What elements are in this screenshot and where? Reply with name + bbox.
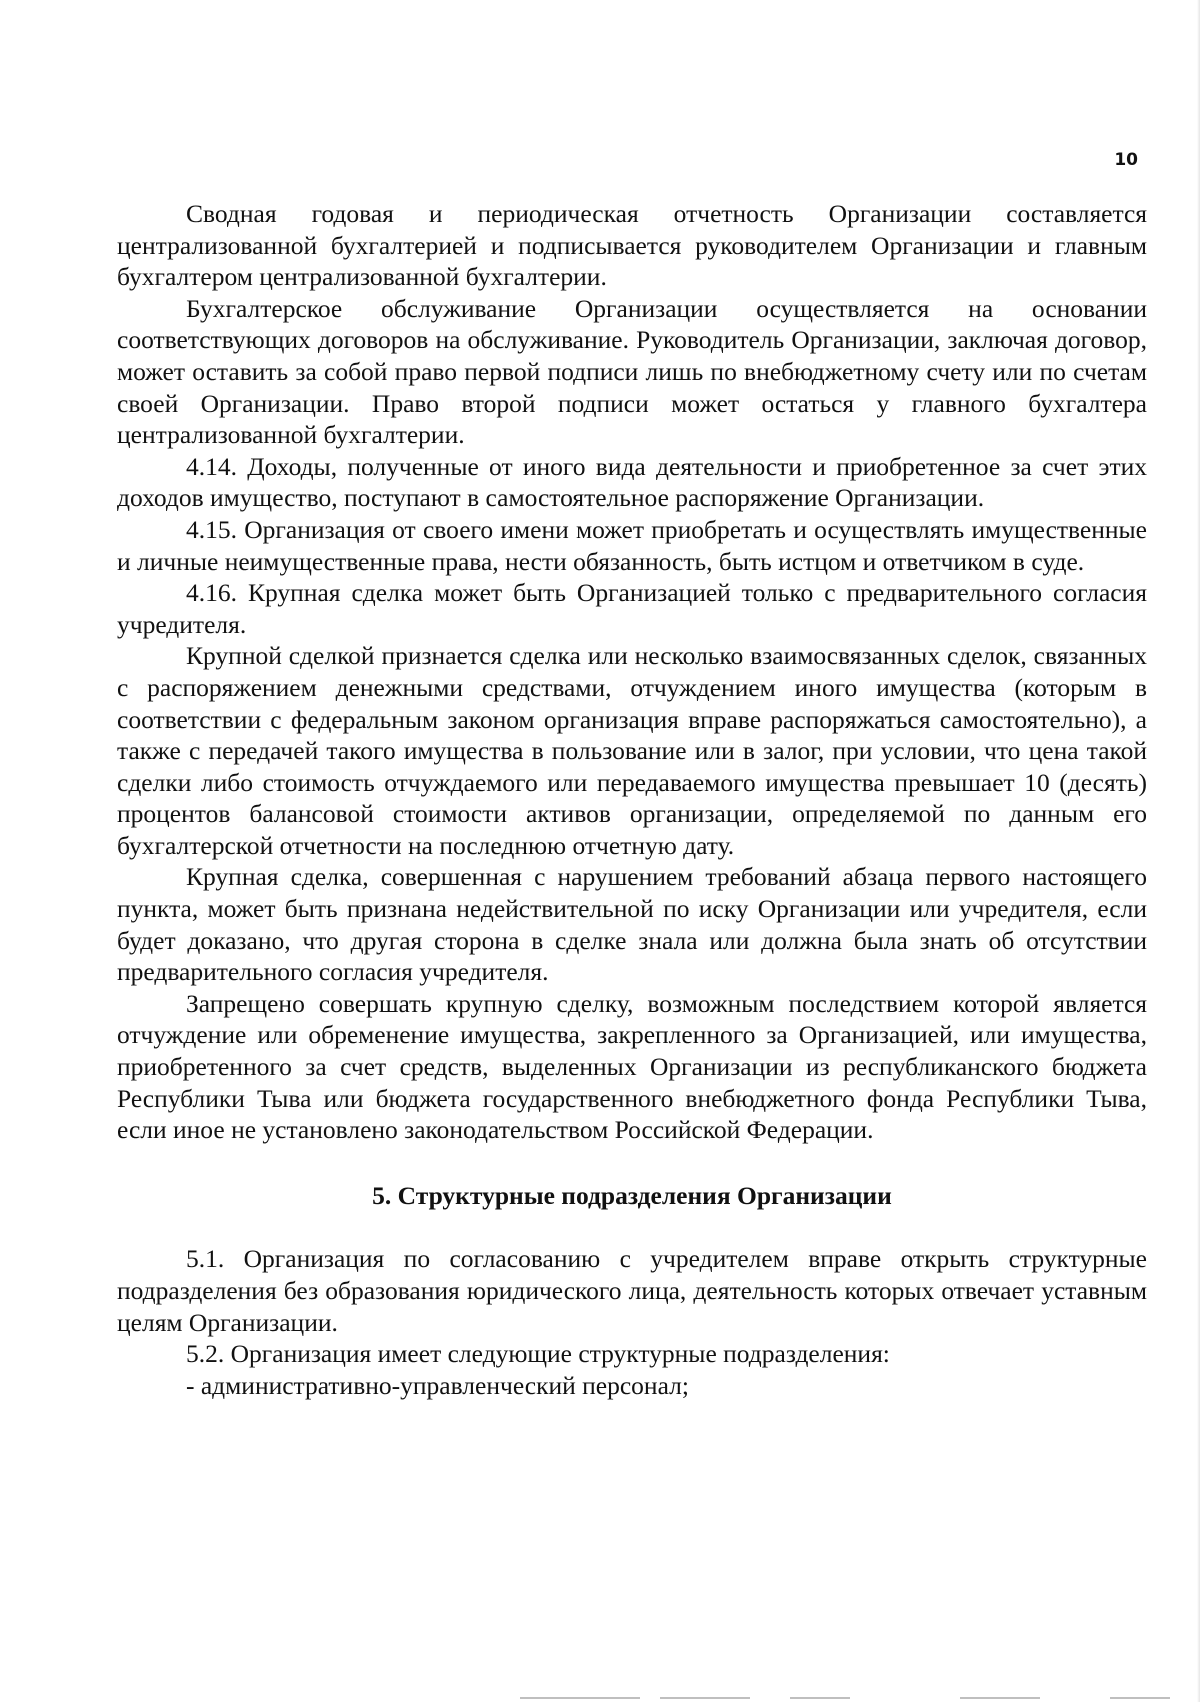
scan-artifact-line: [790, 1697, 850, 1699]
page-number: 10: [1114, 150, 1138, 170]
paragraph-4-14: 4.14. Доходы, полученные от иного вида деятельности и приобретенное за счет этих доходов имущество, поступают в самостоятельное распоряжение Организации.: [117, 451, 1147, 513]
scan-artifact-line: [520, 1697, 640, 1699]
scan-artifact-line: [960, 1697, 1040, 1699]
paragraph-5-1: 5.1. Организация по согласованию с учредителем вправе открыть структурные подразделения без образования юридического лица, деятельность которых отвечает уставным целям Организации.: [117, 1244, 1147, 1337]
paragraph-accounting-service: Бухгалтерское обслуживание Организации осуществляется на основании соответствующих договоров на обслуживание. Руководитель Организации, заключая договор, может оставить за собой право первой подписи лишь по внебюджетному счету или по счетам своей Организации. Право второй подписи может остаться у главного бухгалтера централизованной бухгалтерии.: [117, 293, 1147, 450]
list-item-admin-staff: - административно-управленческий персонал;: [186, 1370, 689, 1400]
paragraph-5-2: 5.2. Организация имеет следующие структурные подразделения:: [186, 1339, 890, 1369]
document-body: [117, 198, 1147, 1401]
paragraph-major-deal-definition: Крупной сделкой признается сделка или несколько взаимосвязанных сделок, связанных с распоряжением денежными средствами, отчуждением иного имущества (которым в соответствии с федеральным законом организация вправе распоряжаться самостоятельно), а также с передачей такого имущества в пользование или в залог, при условии, что цена такой сделки либо стоимость отчуждаемого или передаваемого имущества превышает 10 (десять) процентов балансовой стоимости активов организации, определяемой по данным его бухгалтерской отчетности на последнюю отчетную дату.: [117, 641, 1147, 860]
paragraph-major-deal-violation: Крупная сделка, совершенная с нарушением требований абзаца первого настоящего пункта, может быть признана недействительной по иску Организации или учредителя, если будет доказано, что другая сторона в сделке знала или должна была знать об отсутствии предварительного согласия учредителя.: [117, 862, 1147, 987]
paragraph-consolidated-reporting: Сводная годовая и периодическая отчетность Организации составляется централизованной бухгалтерией и подписывается руководителем Организации и главным бухгалтером централизованной бухгалтерии.: [117, 199, 1147, 292]
scan-artifact-line: [1110, 1697, 1170, 1699]
paragraph-4-15: 4.15. Организация от своего имени может приобретать и осуществлять имущественные и личные неимущественные права, нести обязанность, быть истцом и ответчиком в суде.: [117, 514, 1147, 576]
paragraph-major-deal-prohibition: Запрещено совершать крупную сделку, возможным последствием которой является отчуждение или обременение имущества, закрепленного за Организацией, или имущества, приобретенного за счет средств, выделенных Организации из республиканского бюджета Республики Тыва или бюджета государственного внебюджетного фонда Республики Тыва, если иное не установлено законодательством Российской Федерации.: [117, 988, 1147, 1145]
paragraph-4-16: 4.16. Крупная сделка может быть Организацией только с предварительного согласия учредителя.: [117, 578, 1147, 639]
scan-artifact-line: [660, 1697, 750, 1699]
section-heading: 5. Структурные подразделения Организации: [372, 1180, 892, 1210]
